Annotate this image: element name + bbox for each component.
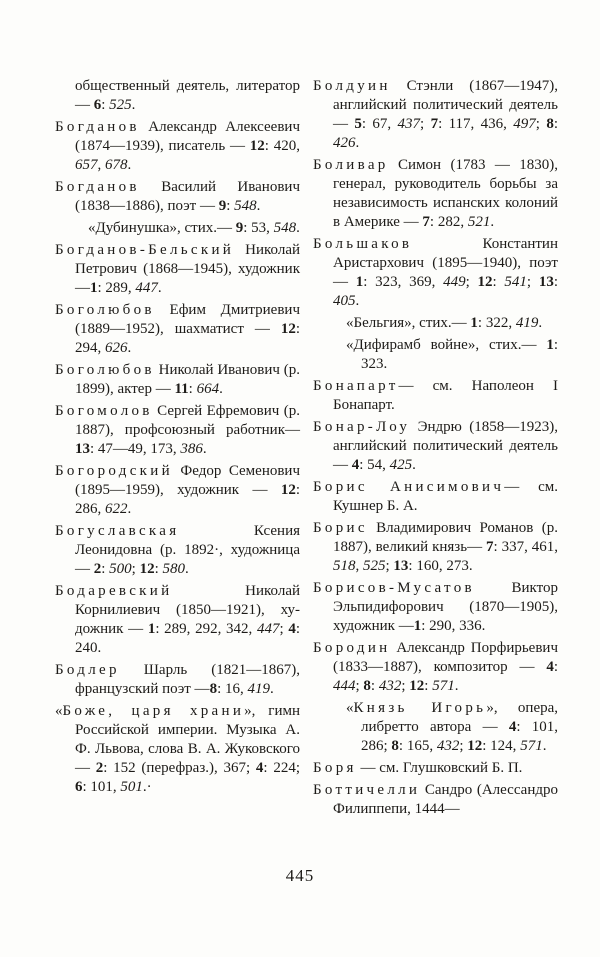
entry-text: Владимирович Романов (р. 1887), великий князь—: [333, 520, 558, 555]
entry-text: Ксения Леонидовна (р. 1892·, художница —: [75, 523, 300, 577]
entry-text: Симон (1783 — 1830), генерал, руководитель борьбы за независимость испанских колоний в Америке —: [333, 157, 558, 230]
headword: Князь Игорь: [353, 700, 487, 716]
index-subentry: [313, 699, 558, 756]
entry-text: Стэнли (1867—1947), английский политический деятель —: [333, 78, 558, 132]
entry-text: ,: [97, 157, 105, 173]
entry-text: : 286,: [75, 482, 300, 517]
headword: Боголюбов: [55, 362, 155, 378]
page-ref-italic: 449: [443, 274, 466, 290]
entry-text: Николай Корнилиевич (1850—1921), художник —: [75, 583, 300, 637]
entry-text: : 322,: [477, 315, 516, 331]
entry-text: Сергей Ефремович (р. 1887), профсоюзный работник—: [75, 403, 300, 438]
entry-text: ;: [131, 561, 140, 577]
volume-number: 1: [546, 337, 554, 353]
page-ref-italic: 386: [180, 441, 203, 457]
index-entry: [55, 361, 300, 399]
entry-text: :: [226, 198, 235, 214]
entry-text: :: [101, 97, 110, 113]
volume-number: 9: [235, 220, 244, 236]
entry-text: Александр Порфирьевич (1833—1887), композитор —: [333, 640, 558, 675]
volume-number: 2: [95, 760, 104, 776]
volume-number: 8: [546, 116, 554, 132]
page-ref-italic: 447: [256, 621, 280, 637]
headword: Боже, царя храни: [62, 703, 245, 719]
headword: Бодаревский: [55, 583, 173, 599]
entry-text: .: [127, 501, 132, 517]
volume-number: 12: [249, 138, 265, 154]
entry-text: ;: [420, 116, 431, 132]
entry-text: «: [55, 703, 63, 719]
volume-number: 4: [255, 760, 264, 776]
entry-text: .: [538, 315, 543, 331]
headword: Бонар-Лоу: [313, 419, 411, 435]
headword: Богородский: [55, 463, 173, 479]
entry-text: : 323.: [361, 337, 558, 372]
page-ref-italic: 425: [389, 457, 413, 473]
page-ref-italic: 525: [109, 97, 132, 113]
entry-text: .: [131, 97, 136, 113]
volume-number: 2: [93, 561, 102, 577]
entry-text: ;: [401, 678, 410, 694]
entry-text: Федор Семенович (1895—1959), художник —: [75, 463, 300, 498]
entry-text: :: [553, 274, 558, 290]
entry-text: », опера, либретто автора —: [361, 700, 559, 735]
page-ref-italic: 437: [397, 116, 421, 132]
entry-text: .: [219, 381, 223, 397]
headword: Боголюбов: [55, 302, 155, 318]
page-ref-italic: 501: [120, 779, 143, 795]
headword: Богуславская: [55, 523, 180, 539]
index-entry: [313, 77, 558, 153]
page-ref-italic: 419: [515, 315, 539, 331]
volume-number: 7: [486, 539, 494, 555]
entry-text: ;: [385, 558, 394, 574]
volume-number: 1: [355, 274, 364, 290]
volume-number: 9: [218, 198, 227, 214]
right-column: [313, 77, 558, 822]
entry-text: ;: [465, 274, 478, 290]
index-entry: [55, 702, 300, 797]
entry-text: :: [188, 381, 197, 397]
entry-text: : 117, 436,: [438, 116, 514, 132]
volume-number: 8: [209, 681, 218, 697]
page-ref-italic: 580: [162, 561, 186, 577]
entry-text: », гимн Российской империи. Музыка А. Ф. Львова, слова В. А. Жуковского —: [75, 703, 300, 776]
headword: Борис: [313, 520, 368, 536]
headword: Бодлер: [55, 662, 120, 678]
page-ref-italic: 548: [273, 220, 297, 236]
index-entry: [313, 579, 558, 636]
page-ref-italic: 497: [513, 116, 536, 132]
entry-text: ;: [535, 116, 547, 132]
page-ref-italic: 518: [333, 558, 356, 574]
entry-text: .: [454, 678, 459, 694]
entry-text: .: [296, 220, 300, 236]
entry-text: .: [355, 293, 360, 309]
volume-number: 6: [93, 97, 102, 113]
volume-number: 8: [363, 678, 371, 694]
page-ref-italic: 571: [432, 678, 455, 694]
entry-continuation: [55, 77, 300, 115]
index-entry: [313, 156, 558, 232]
volume-number: 1: [147, 621, 156, 637]
index-entry: [55, 582, 300, 658]
headword: Боря: [313, 760, 357, 776]
entry-text: : 323, 369,: [363, 274, 444, 290]
page-ref-italic: 678: [105, 157, 128, 173]
entry-text: : 67,: [361, 116, 398, 132]
entry-text: : 294,: [75, 321, 300, 356]
entry-text: : 337, 461,: [493, 539, 559, 555]
volume-number: 12: [477, 274, 493, 290]
entry-text: : 101,: [82, 779, 121, 795]
entry-text: Сандро (Алессандро Филиппепи, 1444—: [333, 782, 558, 817]
page-ref-italic: 405: [333, 293, 356, 309]
headword: Богданов: [55, 179, 140, 195]
entry-text: «Дубинушка», стих.—: [88, 220, 236, 236]
page-ref-italic: 571: [520, 738, 543, 754]
entry-text: «Дифирамб войне», стих.—: [346, 337, 547, 353]
page-ref-italic: 664: [196, 381, 220, 397]
entry-text: :: [553, 116, 559, 132]
entry-text: : 290, 336.: [421, 618, 486, 634]
index-entry: [55, 522, 300, 579]
entry-text: : 152 (перефраз.), 367;: [103, 760, 256, 776]
page-ref-italic: 541: [504, 274, 527, 290]
entry-text: Константин Аристархович (1895—1940), поэт —: [333, 236, 558, 290]
volume-number: 13: [75, 441, 90, 457]
page-ref-italic: 432: [378, 678, 402, 694]
entry-text: ;: [279, 621, 289, 637]
entry-text: :: [553, 659, 558, 675]
index-entry: [313, 639, 558, 696]
entry-text: .: [127, 157, 132, 173]
entry-text: : 47—49, 173,: [90, 441, 181, 457]
index-entry: [55, 462, 300, 519]
headword: Борис Анисимович: [313, 479, 505, 495]
volume-number: 13: [538, 274, 554, 290]
headword: Борисов-Мусатов: [313, 580, 475, 596]
page-ref-italic: 432: [436, 738, 460, 754]
entry-text: .: [269, 681, 274, 697]
page-ref-italic: 622: [105, 501, 128, 517]
headword: Бонапарт: [313, 378, 399, 394]
volume-number: 8: [391, 738, 399, 754]
volume-number: 4: [508, 719, 517, 735]
entry-text: : 16,: [217, 681, 248, 697]
volume-number: 11: [174, 381, 189, 397]
entry-text: ,: [355, 558, 363, 574]
volume-number: 12: [409, 678, 425, 694]
volume-number: 4: [288, 621, 296, 637]
page-ref-italic: 521: [467, 214, 491, 230]
volume-number: 1: [90, 280, 98, 296]
entry-text: : 160, 273.: [408, 558, 473, 574]
entry-text: .: [490, 214, 495, 230]
volume-number: 1: [413, 618, 422, 634]
index-entry: [313, 759, 558, 778]
index-subentry: [55, 219, 300, 238]
headword: Богданов-Бельский: [55, 242, 235, 258]
entry-text: : 54,: [359, 457, 390, 473]
entry-text: : 289,: [97, 280, 136, 296]
entry-text: .: [185, 561, 189, 577]
volume-number: 12: [280, 321, 296, 337]
entry-text: .: [256, 198, 261, 214]
entry-text: «Бельгия», стих.—: [346, 315, 471, 331]
entry-text: — см. Глушковский Б. П.: [356, 760, 523, 776]
index-entry: [55, 178, 300, 216]
volume-number: 4: [546, 659, 554, 675]
index-entry: [55, 118, 300, 175]
entry-text: : 124,: [482, 738, 521, 754]
index-entry: [55, 402, 300, 459]
index-text-block: [55, 77, 558, 822]
entry-text: .: [202, 441, 207, 457]
index-entry: [55, 661, 300, 699]
entry-text: Ефим Дмитриевич (1889—1952), шахматист —: [75, 302, 300, 337]
entry-text: ;: [526, 274, 539, 290]
entry-text: Василий Иванович (1838—1886), поэт —: [75, 179, 300, 214]
volume-number: 6: [75, 779, 83, 795]
entry-text: ;: [459, 738, 468, 754]
headword: Боливар: [313, 157, 389, 173]
volume-number: 7: [422, 214, 430, 230]
volume-number: 13: [393, 558, 409, 574]
entry-text: : 282,: [429, 214, 468, 230]
headword: Богданов: [55, 119, 140, 135]
page-ref-italic: 447: [135, 280, 158, 296]
entry-text: .: [542, 738, 547, 754]
index-subentry: [313, 314, 558, 333]
index-entry: [55, 241, 300, 298]
page-ref-italic: 426: [333, 135, 356, 151]
index-entry: [313, 235, 558, 311]
entry-text: Шарль (1821—1867), французский поэт —: [75, 662, 300, 697]
page-ref-italic: 626: [105, 340, 128, 356]
headword: Болдуин: [313, 78, 391, 94]
entry-text: : 101, 286;: [361, 719, 558, 754]
entry-text: :: [154, 561, 163, 577]
volume-number: 5: [354, 116, 362, 132]
entry-text: :: [492, 274, 505, 290]
index-entry: [313, 377, 558, 415]
index-entry: [313, 418, 558, 475]
entry-text: Николай Иванович (р. 1899), актер —: [75, 362, 300, 397]
entry-text: :: [370, 678, 379, 694]
entry-text: : 53,: [243, 220, 274, 236]
volume-number: 1: [470, 315, 478, 331]
entry-text: : 420,: [264, 138, 300, 154]
headword: Боттичелли: [313, 782, 421, 798]
entry-text: .: [157, 280, 162, 296]
entry-text: .·: [142, 779, 152, 795]
entry-text: :: [424, 678, 433, 694]
entry-text: .: [412, 457, 416, 473]
entry-text: — см. Наполеон I Бонапарт.: [333, 378, 558, 413]
headword: Богомолов: [55, 403, 153, 419]
entry-text: :: [101, 561, 110, 577]
volume-number: 12: [280, 482, 296, 498]
page-number: 445: [285, 866, 315, 885]
page-ref-italic: 548: [234, 198, 257, 214]
entry-text: Николай Петрович (1868—1945), художник —: [75, 242, 300, 296]
entry-text: «: [346, 700, 354, 716]
index-entry: [313, 781, 558, 819]
headword: Большаков: [313, 236, 413, 252]
index-entry: [313, 519, 558, 576]
entry-text: — см. Кушнер Б. А.: [333, 479, 558, 514]
page-ref-italic: 525: [363, 558, 386, 574]
headword: Бородин: [313, 640, 391, 656]
entry-text: .: [355, 135, 360, 151]
left-column: [55, 77, 300, 822]
volume-number: 12: [139, 561, 155, 577]
entry-text: Эндрю (1858—1923), английский политический деятель —: [333, 419, 558, 473]
entry-text: Виктор Эльпидифорович (1870—1905), художник —: [333, 580, 558, 634]
page-ref-italic: 657: [75, 157, 98, 173]
index-entry: [313, 478, 558, 516]
volume-number: 7: [430, 116, 439, 132]
entry-text: ;: [355, 678, 364, 694]
volume-number: 4: [351, 457, 360, 473]
page-ref-italic: 500: [109, 561, 132, 577]
index-entry: [55, 301, 300, 358]
entry-text: общественный деятель, литератор —: [75, 78, 300, 113]
entry-text: : 165,: [398, 738, 437, 754]
page-ref-italic: 444: [333, 678, 356, 694]
entry-text: .: [127, 340, 132, 356]
entry-text: Александр Алексеевич (1874—1939), писатель —: [75, 119, 300, 154]
entry-text: : 224;: [263, 760, 300, 776]
entry-text: : 289, 292, 342,: [155, 621, 257, 637]
index-subentry: [313, 336, 558, 374]
entry-text: : 240.: [75, 621, 301, 656]
volume-number: 12: [467, 738, 483, 754]
page-ref-italic: 419: [247, 681, 270, 697]
